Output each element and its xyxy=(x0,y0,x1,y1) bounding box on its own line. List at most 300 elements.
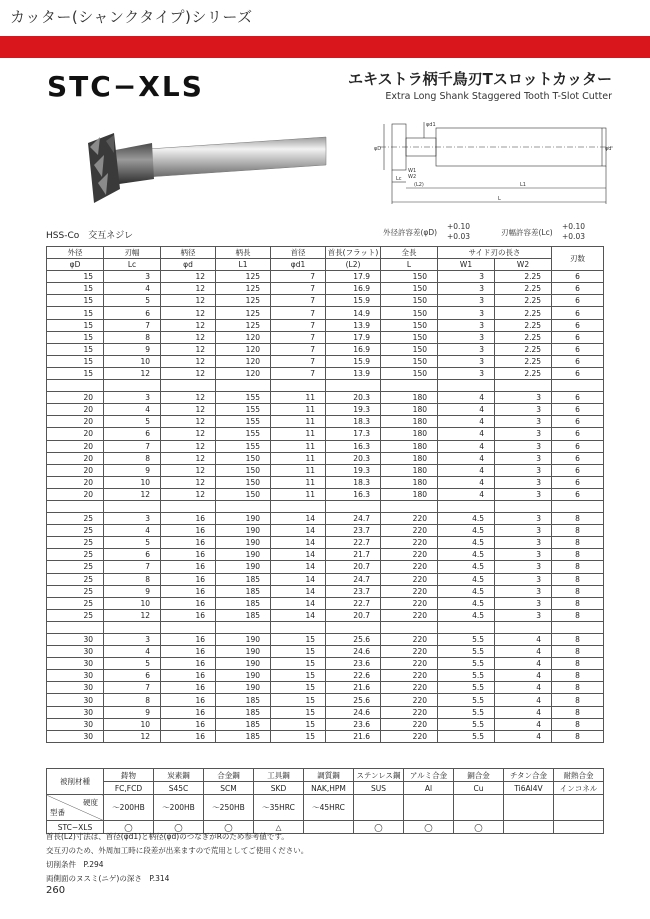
table-cell: 6 xyxy=(552,295,604,307)
material-code: SCM xyxy=(204,782,254,795)
material-hardness xyxy=(454,795,504,821)
series-title: カッター(シャンクタイプ)シリーズ xyxy=(10,8,253,26)
table-row xyxy=(47,331,604,343)
table-cell: 7 xyxy=(271,295,326,307)
table-cell: 6 xyxy=(552,271,604,283)
material-code: NAK,HPM xyxy=(304,782,354,795)
table-cell: 25 xyxy=(47,585,104,597)
table-cell: 8 xyxy=(552,718,604,730)
suitability-mark: ◯ xyxy=(404,821,454,834)
suitability-mark: ◯ xyxy=(104,821,154,834)
material-hardness: 〜45HRC xyxy=(304,795,354,821)
table-cell: 4 xyxy=(495,706,552,718)
table-cell: 12 xyxy=(161,271,216,283)
table-cell: 3 xyxy=(495,452,552,464)
table-cell: 3 xyxy=(438,331,495,343)
table-cell: 5.5 xyxy=(438,694,495,706)
table-row xyxy=(47,718,604,730)
table-cell: 185 xyxy=(216,730,271,742)
sub-Lc: Lc xyxy=(104,259,161,271)
table-cell: 24.6 xyxy=(326,706,381,718)
table-cell: 11 xyxy=(271,392,326,404)
table-cell: 5 xyxy=(104,658,161,670)
material-hardness: 〜35HRC xyxy=(254,795,304,821)
sub-phid: φd xyxy=(161,259,216,271)
table-cell: 3 xyxy=(495,428,552,440)
table-cell: 120 xyxy=(216,355,271,367)
table-cell: 20 xyxy=(47,464,104,476)
table-cell: 220 xyxy=(381,597,438,609)
table-cell: 21.7 xyxy=(326,549,381,561)
table-cell: 9 xyxy=(104,706,161,718)
table-cell: 150 xyxy=(216,452,271,464)
table-cell: 3 xyxy=(495,464,552,476)
table-cell: 12 xyxy=(161,343,216,355)
table-cell: 150 xyxy=(381,283,438,295)
note-line: 首長(L2)寸法は、首径(φd1)と柄径(φd)のつなぎがRのため参考値です。 xyxy=(46,832,289,841)
table-cell: 16 xyxy=(161,585,216,597)
table-cell: 180 xyxy=(381,392,438,404)
table-cell: 180 xyxy=(381,404,438,416)
table-cell: 4.5 xyxy=(438,573,495,585)
table-cell: 150 xyxy=(216,476,271,488)
table-cell: 125 xyxy=(216,307,271,319)
notes xyxy=(46,830,308,886)
table-cell: 16 xyxy=(161,549,216,561)
table-cell: 15 xyxy=(271,670,326,682)
table-cell: 21.6 xyxy=(326,730,381,742)
table-cell: 3 xyxy=(438,295,495,307)
table-cell: 3 xyxy=(438,343,495,355)
table-cell: 24.6 xyxy=(326,646,381,658)
table-cell: 8 xyxy=(552,706,604,718)
table-cell: 180 xyxy=(381,488,438,500)
table-cell: 6 xyxy=(552,416,604,428)
table-cell: 220 xyxy=(381,549,438,561)
sub-phid1: φd1 xyxy=(271,259,326,271)
table-cell: 30 xyxy=(47,682,104,694)
table-cell: 16 xyxy=(161,561,216,573)
table-cell: 4 xyxy=(438,428,495,440)
suitability-mark: ◯ xyxy=(454,821,504,834)
material-hardness: 〜200HB xyxy=(154,795,204,821)
material-name: チタン合金 xyxy=(504,769,554,782)
table-cell: 12 xyxy=(104,367,161,379)
outer-tolerance-lower: +0.03 xyxy=(447,232,470,241)
table-cell: 4 xyxy=(104,525,161,537)
table-row xyxy=(47,367,604,379)
table-cell: 30 xyxy=(47,718,104,730)
table-cell: 20 xyxy=(47,440,104,452)
table-cell: 15 xyxy=(47,355,104,367)
table-cell: 6 xyxy=(552,283,604,295)
table-cell: 20.3 xyxy=(326,392,381,404)
table-cell: 16 xyxy=(161,537,216,549)
table-row xyxy=(47,307,604,319)
table-cell: 5 xyxy=(104,537,161,549)
table-cell: 4 xyxy=(495,634,552,646)
table-row xyxy=(47,597,604,609)
table-cell: 125 xyxy=(216,319,271,331)
table-cell: 6 xyxy=(552,404,604,416)
table-cell: 24.7 xyxy=(326,573,381,585)
table-cell: 30 xyxy=(47,658,104,670)
table-cell: 4 xyxy=(495,646,552,658)
table-cell: 3 xyxy=(495,488,552,500)
table-cell: 30 xyxy=(47,634,104,646)
sub-L2: (L2) xyxy=(326,259,381,271)
table-row xyxy=(47,585,604,597)
table-cell: 190 xyxy=(216,670,271,682)
table-row xyxy=(47,319,604,331)
table-cell: 16 xyxy=(161,525,216,537)
table-cell: 24.7 xyxy=(326,513,381,525)
table-cell: 150 xyxy=(381,271,438,283)
table-cell: 150 xyxy=(216,488,271,500)
hardness-label: 硬度 xyxy=(83,798,98,807)
table-cell: 150 xyxy=(381,343,438,355)
table-cell: 190 xyxy=(216,682,271,694)
table-cell: 12 xyxy=(161,452,216,464)
table-cell: 220 xyxy=(381,682,438,694)
table-cell: 12 xyxy=(161,355,216,367)
table-cell: 15 xyxy=(271,718,326,730)
table-row xyxy=(47,694,604,706)
table-cell: 12 xyxy=(161,307,216,319)
table-cell: 2.25 xyxy=(495,355,552,367)
table-cell: 13.9 xyxy=(326,367,381,379)
material-hardness xyxy=(404,795,454,821)
table-cell: 2.25 xyxy=(495,307,552,319)
table-cell: 2.25 xyxy=(495,295,552,307)
table-cell: 220 xyxy=(381,646,438,658)
table-cell: 16.9 xyxy=(326,343,381,355)
suitability-mark: ◯ xyxy=(204,821,254,834)
table-cell: 5 xyxy=(104,295,161,307)
table-cell: 11 xyxy=(271,416,326,428)
table-cell: 3 xyxy=(495,537,552,549)
table-cell: 15.9 xyxy=(326,355,381,367)
table-cell: 220 xyxy=(381,561,438,573)
table-cell: 10 xyxy=(104,355,161,367)
table-cell: 8 xyxy=(552,597,604,609)
table-row xyxy=(47,343,604,355)
table-cell: 7 xyxy=(104,682,161,694)
table-cell: 220 xyxy=(381,525,438,537)
table-cell: 5.5 xyxy=(438,682,495,694)
table-cell: 3 xyxy=(495,476,552,488)
table-cell: 4 xyxy=(438,392,495,404)
sub-W2: W2 xyxy=(495,259,552,271)
table-cell: 150 xyxy=(381,355,438,367)
table-cell: 22.7 xyxy=(326,537,381,549)
table-cell: 5 xyxy=(104,416,161,428)
table-cell: 18.3 xyxy=(326,476,381,488)
cutter-photo xyxy=(88,125,328,205)
table-cell: 220 xyxy=(381,730,438,742)
material-code: FC,FCD xyxy=(104,782,154,795)
table-cell: 4 xyxy=(495,694,552,706)
table-cell: 180 xyxy=(381,476,438,488)
suitability-mark xyxy=(504,821,554,834)
table-cell: 9 xyxy=(104,343,161,355)
table-cell: 9 xyxy=(104,464,161,476)
table-cell: 7 xyxy=(271,283,326,295)
table-cell: 8 xyxy=(104,452,161,464)
table-cell: 15 xyxy=(47,307,104,319)
table-cell: 14 xyxy=(271,513,326,525)
table-cell: 16.3 xyxy=(326,440,381,452)
table-cell: 12 xyxy=(161,428,216,440)
table-cell: 7 xyxy=(104,319,161,331)
table-cell: 3 xyxy=(495,440,552,452)
table-row xyxy=(47,525,604,537)
table-cell: 16 xyxy=(161,718,216,730)
table-cell: 4.5 xyxy=(438,585,495,597)
table-cell: 155 xyxy=(216,416,271,428)
table-cell: 16 xyxy=(161,646,216,658)
table-row xyxy=(47,561,604,573)
table-cell: 16 xyxy=(161,670,216,682)
table-cell: 12 xyxy=(161,464,216,476)
table-cell: 10 xyxy=(104,718,161,730)
table-cell: 14.9 xyxy=(326,307,381,319)
table-cell: 8 xyxy=(104,331,161,343)
table-row xyxy=(47,428,604,440)
table-cell: 190 xyxy=(216,549,271,561)
table-cell: 4.5 xyxy=(438,609,495,621)
table-cell: 30 xyxy=(47,670,104,682)
table-cell: 155 xyxy=(216,392,271,404)
table-cell: 2.25 xyxy=(495,271,552,283)
table-cell: 5.5 xyxy=(438,718,495,730)
table-cell: 185 xyxy=(216,609,271,621)
table-cell: 14 xyxy=(271,525,326,537)
model-name: STC−XLS xyxy=(47,70,204,103)
table-cell: 150 xyxy=(381,367,438,379)
table-cell: 25 xyxy=(47,513,104,525)
material-code: SUS xyxy=(354,782,404,795)
table-cell: 4.5 xyxy=(438,549,495,561)
table-row xyxy=(47,416,604,428)
table-cell: 6 xyxy=(552,428,604,440)
material-hardness: 〜200HB xyxy=(104,795,154,821)
table-cell: 185 xyxy=(216,585,271,597)
label-L: L xyxy=(498,196,501,202)
table-cell: 7 xyxy=(271,271,326,283)
material-label: 被削材種 xyxy=(47,769,104,795)
table-cell: 12 xyxy=(104,609,161,621)
table-cell: 6 xyxy=(552,355,604,367)
table-gap-row xyxy=(47,500,604,512)
product-title-en: Extra Long Shank Staggered Tooth T-Slot Cutter xyxy=(385,91,612,102)
table-cell: 120 xyxy=(216,331,271,343)
table-cell: 7 xyxy=(271,331,326,343)
table-row xyxy=(47,706,604,718)
table-row xyxy=(47,404,604,416)
table-row xyxy=(47,476,604,488)
material-name: 炭素鋼 xyxy=(154,769,204,782)
table-cell: 3 xyxy=(104,513,161,525)
table-cell: 6 xyxy=(552,319,604,331)
table-cell: 16 xyxy=(161,609,216,621)
table-cell: 190 xyxy=(216,634,271,646)
header-width: 刃幅 xyxy=(104,247,161,259)
table-row xyxy=(47,283,604,295)
table-cell: 17.3 xyxy=(326,428,381,440)
table-cell: 25 xyxy=(47,573,104,585)
table-cell: 11 xyxy=(271,440,326,452)
material-name: 合金鋼 xyxy=(204,769,254,782)
table-cell: 180 xyxy=(381,440,438,452)
label-phiD: φD xyxy=(374,146,382,152)
table-cell: 25 xyxy=(47,609,104,621)
table-row xyxy=(47,513,604,525)
material-hardness xyxy=(554,795,604,821)
table-cell: 19.3 xyxy=(326,464,381,476)
table-cell: 125 xyxy=(216,283,271,295)
table-cell: 185 xyxy=(216,573,271,585)
table-cell: 12 xyxy=(104,488,161,500)
table-cell: 220 xyxy=(381,658,438,670)
table-cell: 8 xyxy=(552,730,604,742)
table-cell: 20 xyxy=(47,476,104,488)
table-cell: 12 xyxy=(161,392,216,404)
table-cell: 15 xyxy=(47,271,104,283)
table-cell: 16 xyxy=(161,634,216,646)
material-name: ステンレス鋼 xyxy=(354,769,404,782)
table-cell: 25 xyxy=(47,537,104,549)
table-cell: 23.6 xyxy=(326,718,381,730)
material-table xyxy=(46,768,604,834)
material-code: Cu xyxy=(454,782,504,795)
table-cell: 7 xyxy=(104,561,161,573)
table-cell: 3 xyxy=(495,513,552,525)
table-cell: 7 xyxy=(271,307,326,319)
table-cell: 14 xyxy=(271,597,326,609)
table-cell: 12 xyxy=(161,416,216,428)
table-row xyxy=(47,355,604,367)
table-cell: 15 xyxy=(47,283,104,295)
material-hardness: 〜250HB xyxy=(204,795,254,821)
table-cell: 12 xyxy=(161,367,216,379)
table-cell: 155 xyxy=(216,440,271,452)
table-cell: 6 xyxy=(552,343,604,355)
suitability-mark xyxy=(304,821,354,834)
table-cell: 150 xyxy=(381,319,438,331)
table-cell: 15 xyxy=(47,331,104,343)
table-cell: 185 xyxy=(216,706,271,718)
table-cell: 3 xyxy=(438,319,495,331)
table-cell: 16 xyxy=(161,682,216,694)
table-cell: 6 xyxy=(104,307,161,319)
dimension-diagram xyxy=(370,112,615,212)
table-cell: 220 xyxy=(381,537,438,549)
outer-tolerance-upper: +0.10 xyxy=(447,222,470,231)
table-cell: 17.9 xyxy=(326,271,381,283)
table-cell: 16.9 xyxy=(326,283,381,295)
table-cell: 15 xyxy=(271,682,326,694)
table-cell: 4 xyxy=(495,682,552,694)
table-cell: 8 xyxy=(552,670,604,682)
table-cell: 15 xyxy=(271,634,326,646)
table-gap-row xyxy=(47,621,604,633)
table-cell: 6 xyxy=(552,464,604,476)
product-title-jp: エキストラ柄千鳥刃Tスロットカッター xyxy=(347,70,612,88)
table-cell: 6 xyxy=(104,670,161,682)
table-cell: 15 xyxy=(271,658,326,670)
table-cell: 4 xyxy=(495,670,552,682)
note-line: 切削条件 P.294 xyxy=(46,860,104,869)
table-cell: 2.25 xyxy=(495,367,552,379)
header-total-len: 全長 xyxy=(381,247,438,259)
table-cell: 12 xyxy=(104,730,161,742)
material-code: SKD xyxy=(254,782,304,795)
table-cell: 6 xyxy=(552,331,604,343)
table-cell: 3 xyxy=(438,355,495,367)
material-name: 工具鋼 xyxy=(254,769,304,782)
table-cell: 190 xyxy=(216,513,271,525)
table-cell: 12 xyxy=(161,440,216,452)
table-row xyxy=(47,646,604,658)
table-cell: 6 xyxy=(552,367,604,379)
material-name-row xyxy=(47,769,604,782)
table-cell: 220 xyxy=(381,634,438,646)
table-cell: 4.5 xyxy=(438,561,495,573)
table-cell: 30 xyxy=(47,646,104,658)
table-cell: 20.7 xyxy=(326,561,381,573)
table-cell: 15 xyxy=(271,706,326,718)
table-cell: 14 xyxy=(271,585,326,597)
table-row xyxy=(47,609,604,621)
table-cell: 220 xyxy=(381,573,438,585)
table-cell: 3 xyxy=(104,271,161,283)
table-cell: 3 xyxy=(104,634,161,646)
table-cell: 180 xyxy=(381,428,438,440)
table-cell: 7 xyxy=(271,319,326,331)
table-cell: 3 xyxy=(495,525,552,537)
table-cell: 8 xyxy=(552,513,604,525)
table-cell: 20 xyxy=(47,452,104,464)
table-cell: 12 xyxy=(161,488,216,500)
table-cell: 190 xyxy=(216,525,271,537)
table-cell: 3 xyxy=(495,416,552,428)
table-cell: 23.6 xyxy=(326,658,381,670)
table-cell: 3 xyxy=(438,283,495,295)
table-cell: 30 xyxy=(47,730,104,742)
table-cell: 6 xyxy=(552,440,604,452)
table-cell: 3 xyxy=(495,585,552,597)
material-name: アルミ合金 xyxy=(404,769,454,782)
material-code: Ti6Al4V xyxy=(504,782,554,795)
table-cell: 190 xyxy=(216,537,271,549)
table-row xyxy=(47,634,604,646)
table-cell: 15 xyxy=(47,367,104,379)
table-cell: 155 xyxy=(216,404,271,416)
table-cell: 4 xyxy=(438,476,495,488)
table-cell: 120 xyxy=(216,367,271,379)
table-row xyxy=(47,670,604,682)
red-header-bar xyxy=(0,36,650,58)
table-cell: 4 xyxy=(438,416,495,428)
table-cell: 11 xyxy=(271,452,326,464)
table-cell: 6 xyxy=(552,392,604,404)
table-cell: 4 xyxy=(438,464,495,476)
table-cell: 190 xyxy=(216,561,271,573)
material-name: 調質鋼 xyxy=(304,769,354,782)
suitability-mark: ◯ xyxy=(354,821,404,834)
table-cell: 3 xyxy=(495,549,552,561)
